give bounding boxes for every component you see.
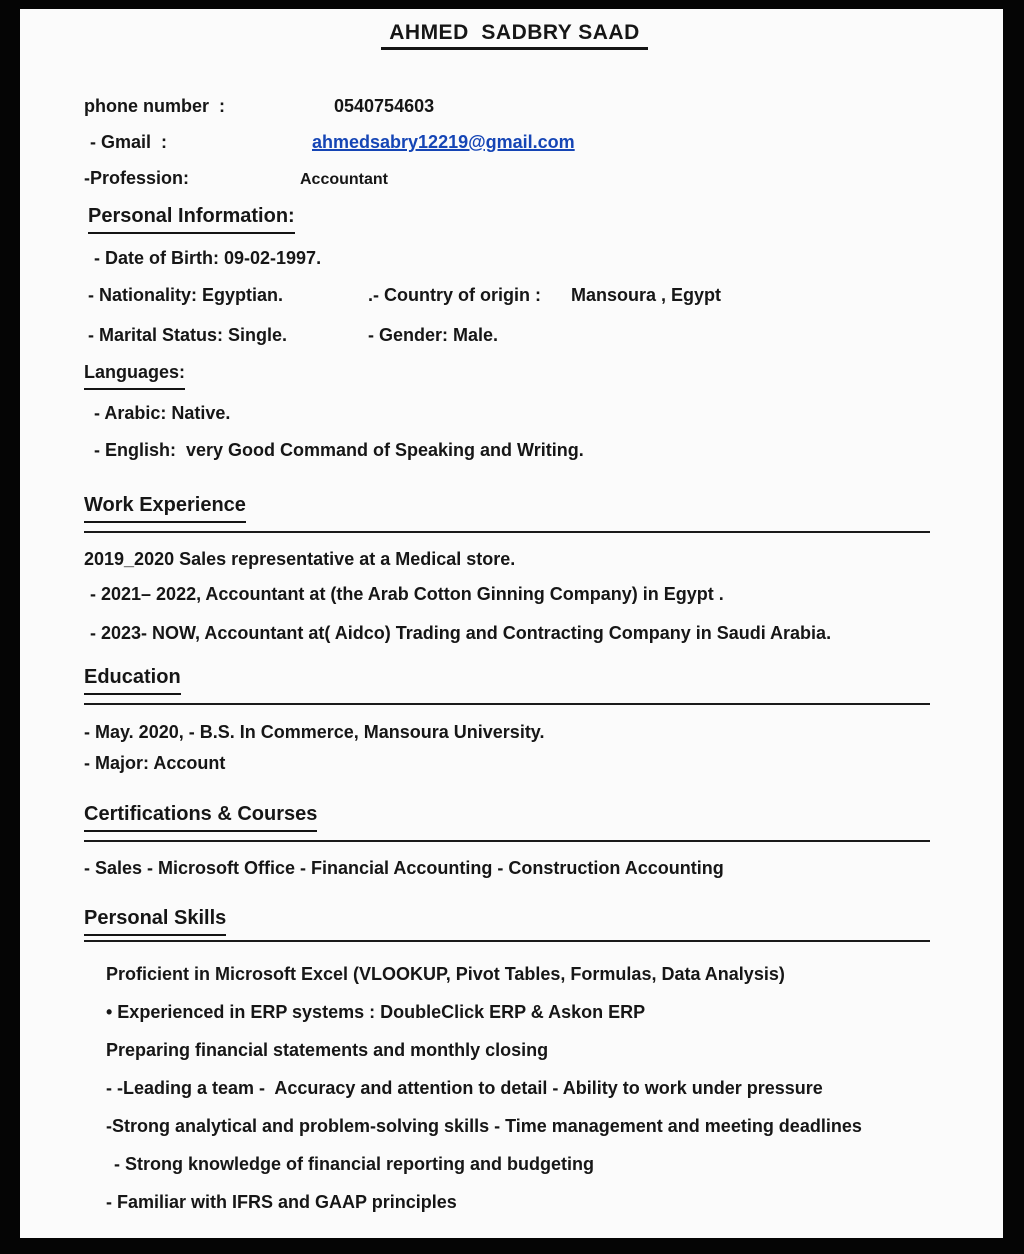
education-heading: Education xyxy=(84,663,945,695)
work-item: - 2023- NOW, Accountant at( Aidco) Trading and Contracting Company in Saudi Arabia. xyxy=(90,623,832,643)
gmail-row xyxy=(84,129,945,156)
section-rule-work xyxy=(84,531,930,533)
country-of-origin-value: Mansoura , Egypt xyxy=(570,285,721,305)
profession-row xyxy=(84,165,945,193)
skill-item: - Strong knowledge of financial reporting and budgeting xyxy=(114,1154,594,1174)
education-item: - Major: Account xyxy=(84,753,226,773)
marital-row xyxy=(88,322,945,349)
candidate-name: AHMED SADBRY SAAD xyxy=(381,21,648,50)
education-item: - May. 2020, - B.S. In Commerce, Mansoura University. xyxy=(84,722,545,742)
gender-value: - Gender: Male. xyxy=(368,325,499,345)
section-rule-skills xyxy=(84,940,930,942)
language-item-arabic: - Arabic: Native. xyxy=(94,403,231,423)
nationality-row xyxy=(88,282,945,309)
resume-page xyxy=(20,9,1003,1238)
phone-value: 0540754603 xyxy=(334,96,435,116)
skill-item: • Experienced in ERP systems : DoubleClick ERP & Askon ERP xyxy=(106,1002,646,1022)
skill-item: - Familiar with IFRS and GAAP principles xyxy=(106,1192,457,1212)
contact-section xyxy=(84,93,945,193)
profession-label: -Profession: xyxy=(84,168,190,188)
skills-list xyxy=(106,961,945,1216)
work-item: - 2021– 2022, Accountant at (the Arab Cotton Ginning Company) in Egypt . xyxy=(90,584,724,604)
gmail-link[interactable]: ahmedsabry12219@gmail.com xyxy=(312,132,575,152)
skill-item: - -Leading a team - Accuracy and attention to detail - Ability to work under pressure xyxy=(106,1078,823,1098)
phone-label: phone number : xyxy=(84,96,225,116)
country-of-origin-label: .- Country of origin : xyxy=(368,285,541,305)
marital-status-value: - Marital Status: Single. xyxy=(88,325,288,345)
personal-information-heading: Personal Information: xyxy=(88,202,945,234)
certifications-item: - Sales - Microsoft Office - Financial Accounting - Construction Accounting xyxy=(84,858,724,878)
profession-value: Accountant xyxy=(300,171,388,188)
personal-skills-heading: Personal Skills xyxy=(84,904,945,936)
languages-heading: Languages: xyxy=(84,358,945,390)
language-item-english: - English: very Good Command of Speaking and Writing. xyxy=(94,440,584,460)
skill-item: Proficient in Microsoft Excel (VLOOKUP, Pivot Tables, Formulas, Data Analysis) xyxy=(106,964,785,984)
work-experience-heading: Work Experience xyxy=(84,491,945,523)
page-title xyxy=(84,19,945,50)
skill-item: -Strong analytical and problem-solving skills - Time management and meeting deadlines xyxy=(106,1116,862,1136)
work-item: 2019_2020 Sales representative at a Medical store. xyxy=(84,549,516,569)
certifications-heading: Certifications & Courses xyxy=(84,800,945,832)
section-rule-education xyxy=(84,703,930,705)
skill-item: Preparing financial statements and monthly closing xyxy=(106,1040,549,1060)
phone-row xyxy=(84,93,945,120)
section-rule-certifications xyxy=(84,840,930,842)
gmail-label: - Gmail : xyxy=(90,132,168,152)
date-of-birth-line: - Date of Birth: 09-02-1997. xyxy=(94,248,322,268)
nationality-value: - Nationality: Egyptian. xyxy=(88,285,284,305)
